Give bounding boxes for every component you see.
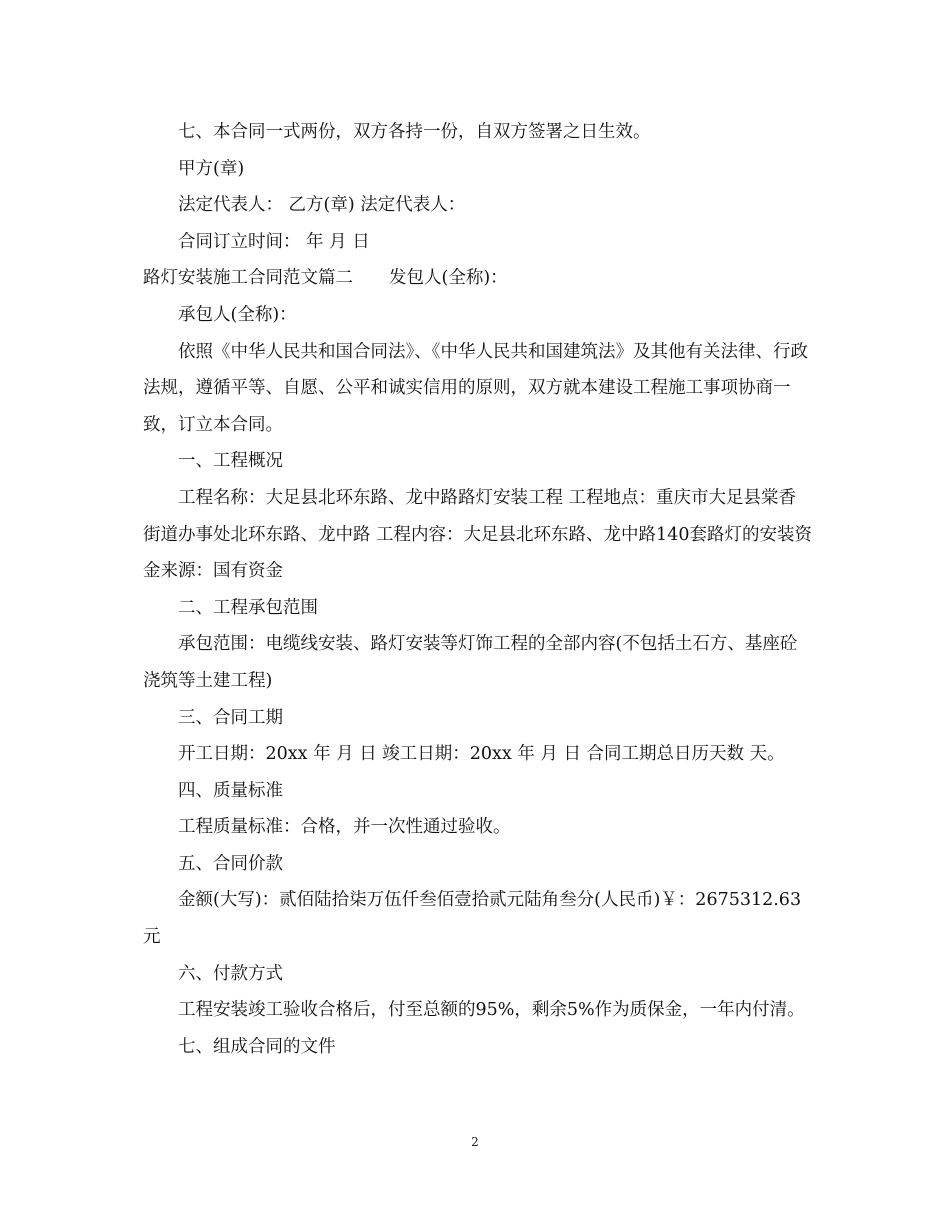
section-3-heading: 三、合同工期 <box>178 707 283 728</box>
section-1-heading: 一、工程概况 <box>178 451 283 472</box>
contract-date: 合同订立时间： 年 月 日 <box>178 231 370 252</box>
page-number: 2 <box>471 1135 479 1149</box>
project-overview: 工程名称：大足县北环东路、龙中路路灯安装工程 工程地点：重庆市大足县棠香街道办事处北环东路、龙中路 工程内容：大足县北环东路、龙中路140套路灯的安装资金来源：国有资金 <box>143 487 812 582</box>
document-body <box>143 114 813 1065</box>
contract-scope: 承包范围：电缆线安装、路灯安装等灯饰工程的全部内容(不包括土石方、基座砼浇筑等土建工程) <box>143 634 798 691</box>
payment-terms: 工程安装竣工验收合格后，付至总额的95%，剩余5%作为质保金，一年内付清。 <box>178 1000 805 1021</box>
legal-representatives: 法定代表人： 乙方(章) 法定代表人： <box>178 195 466 216</box>
party-a-seal: 甲方(章) <box>178 158 245 179</box>
section-5-heading: 五、合同价款 <box>178 853 283 874</box>
contractor-name-label: 承包人(全称)： <box>178 304 297 325</box>
contract-price: 金额(大写)：贰佰陆拾柒万伍仟叁佰壹拾贰元陆角叁分(人民币)￥：2675312.63 元 <box>143 890 802 948</box>
contract-schedule: 开工日期：20xx 年 月 日 竣工日期：20xx 年 月 日 合同工期总日历天数 天。 <box>178 744 785 765</box>
section-7-heading: 七、组成合同的文件 <box>178 1036 336 1057</box>
section-4-heading: 四、质量标准 <box>178 780 283 801</box>
section-heading-line <box>143 260 813 297</box>
preamble: 依照《中华人民共和国合同法》、《中华人民共和国建筑法》及其他有关法律、行政法规，遵循平等、自愿、公平和诚实信用的原则，双方就本建设工程施工事项协商一致，订立本合同。 <box>143 341 808 435</box>
document-title: 路灯安装施工合同范文篇二 <box>143 268 353 289</box>
employer-name-label: 发包人(全称)： <box>389 268 508 289</box>
section-6-heading: 六、付款方式 <box>178 963 283 984</box>
quality-standard: 工程质量标准：合格，并一次性通过验收。 <box>178 817 511 838</box>
section-2-heading: 二、工程承包范围 <box>178 597 318 618</box>
clause-copies: 七、本合同一式两份，双方各持一份，自双方签署之日生效。 <box>178 122 651 142</box>
